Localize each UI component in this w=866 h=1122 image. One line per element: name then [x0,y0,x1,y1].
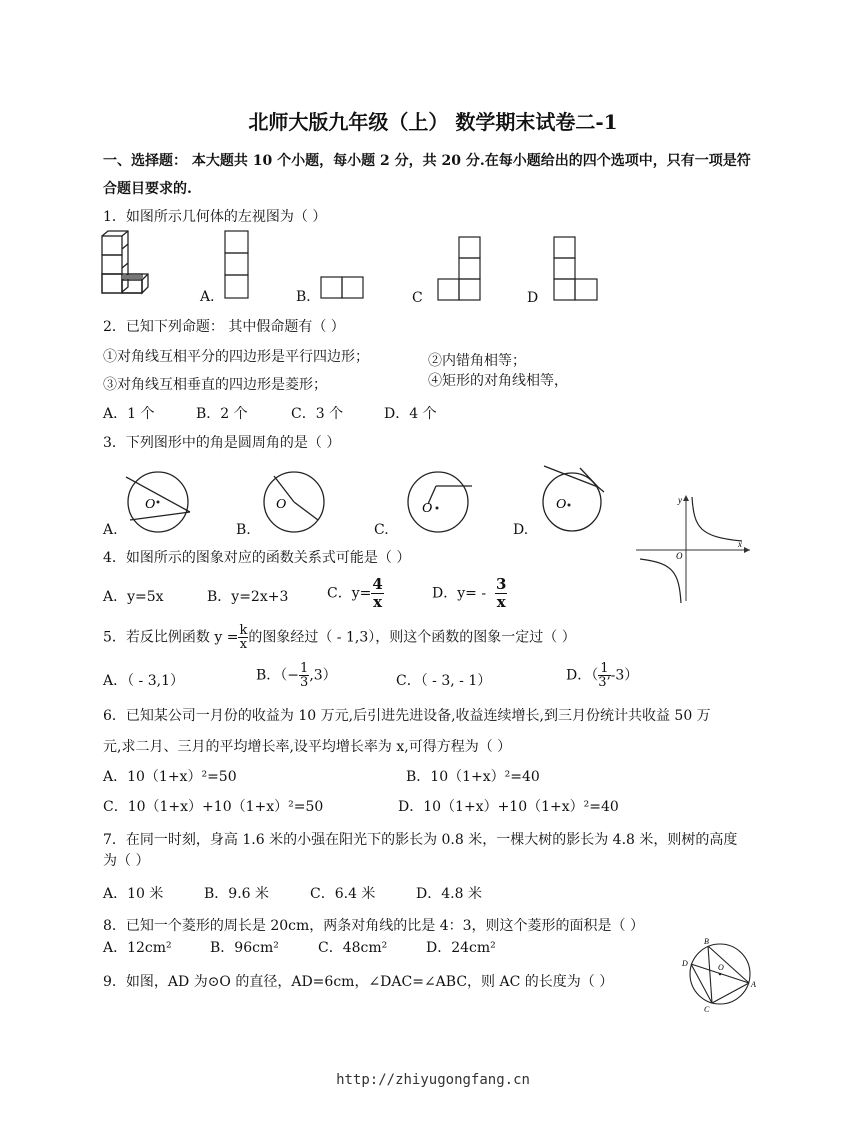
q4-option-c-prefix: C．y= [327,585,372,602]
q6-option-d: D．10（1+x）+10（1+x）²=40 [398,799,619,815]
q4-option-a: A．y=5x [103,589,164,605]
section-heading-line1: 一、选择题： 本大题共 10 个小题，每小题 2 分，共 20 分.在每小题给出的四个选项中，只有一项是符 [103,153,751,169]
q5-option-d-num: 1 [598,662,610,676]
q4-option-d [432,576,507,611]
q4-hyperbola-graph [634,493,754,605]
q4-option-c [327,576,384,611]
q4-option-c-num: 4 [372,575,383,593]
q8-option-d: D．24cm² [426,940,496,956]
q5-option-b-prefix: B．（− [256,667,300,684]
q1-option-d-label: D [527,290,539,306]
q3-b-center-label: O [276,497,287,512]
q2-stem: 2．已知下列命题： 其中假命题有（ ） [103,319,345,335]
q7-option-d: D．4.8 米 [416,886,482,902]
q1-option-b-label: B． [296,289,321,305]
q5-option-b-fraction [299,662,309,689]
q1-option-b-figure [320,276,366,300]
q1-option-c-figure [436,236,484,302]
q3-option-d-figure [534,462,614,542]
q4-graph-x-label: x [738,539,742,549]
q2-option-a: A．1 个 [103,406,155,422]
q7-option-c: C．6.4 米 [310,886,376,902]
q9-stem: 9．如图，AD 为⊙O 的直径，AD=6cm，∠DAC=∠ABC，则 AC 的长度为（ ） [103,974,614,990]
q4-option-c-fraction [371,576,383,611]
q4-graph-origin-label: O [676,551,683,561]
q2-option-c: C．3 个 [291,406,344,422]
q5-option-d [566,662,638,689]
q5-option-b-suffix: ,3） [309,667,337,684]
q2-option-b: B．2 个 [196,406,248,422]
q6-stem-line1: 6．已知某公司一月份的收益为 10 万元,后引进先进设备,收益连续增长,到三月份统计共收益 50 万 [103,708,711,724]
q3-option-a-figure [118,462,198,542]
q2-proposition-1: ①对角线互相平分的四边形是平行四边形； [103,349,369,365]
footer-url: http://zhiyugongfang.cn [336,1072,530,1088]
q8-stem: 8．已知一个菱形的周长是 20cm，两条对角线的比是 4：3，则这个菱形的面积是（ ） [103,918,645,934]
q7-stem-line2: 为（ ） [103,853,150,869]
q5-stem-den: x [239,637,248,652]
q9-label-a: A [751,980,756,989]
q1-option-c-label: C [412,290,423,306]
q7-option-a: A．10 米 [103,886,164,902]
q9-label-d: D [682,959,688,968]
q4-option-d-num: 3 [495,575,507,593]
q5-stem-fraction [238,624,248,651]
q9-circle-figure [680,936,764,1016]
q9-label-o: O [718,963,724,972]
q5-option-b-num: 1 [300,661,309,676]
q5-option-d-suffix: -3） [610,667,639,684]
q4-option-d-fraction [495,576,507,611]
q5-option-b-den: 3 [300,675,309,690]
q1-option-d-figure [553,236,601,302]
q8-option-a: A．12cm² [103,940,172,956]
q6-stem-line2: 元,求二月、三月的平均增长率,设平均增长率为 x,可得方程为（ ） [103,739,512,755]
q3-d-center-label: O [556,497,567,512]
q6-option-c: C．10（1+x）+10（1+x）²=50 [103,799,324,815]
q4-stem: 4．如图所示的图象对应的函数关系式可能是（ ） [103,550,411,566]
q3-option-b-figure [254,462,334,542]
q5-stem [103,624,576,651]
q2-option-d: D．4 个 [384,406,437,422]
q8-option-c: C．48cm² [318,940,388,956]
q4-option-d-den: x [496,593,506,611]
q5-stem-prefix: 5．若反比例函数 y = [103,629,239,646]
q4-option-c-den: x [373,593,383,611]
q5-stem-suffix: 的图象经过（ - 1,3），则这个函数的图象一定过（ ） [248,629,576,646]
q3-stem: 3．下列图形中的角是圆周角的是（ ） [103,435,341,451]
q7-option-b: B．9.6 米 [204,886,270,902]
q5-option-c: C．（ - 3, - 1） [396,673,492,689]
q4-option-b: B．y=2x+3 [207,589,289,605]
q1-option-a-label: A． [200,289,225,305]
q7-stem-line1: 7．在同一时刻，身高 1.6 米的小强在阳光下的影长为 0.8 米，一棵大树的影长为 4.8 米，则树的高度 [103,832,738,848]
q2-proposition-3: ③对角线互相垂直的四边形是菱形； [103,377,327,393]
q3-c-center-label: O [422,501,433,516]
page-title: 北师大版九年级（上） 数学期末试卷二-1 [248,110,618,134]
q8-option-b: B．96cm² [210,940,279,956]
q3-option-c-figure [398,462,478,542]
q3-option-c-label: C. [374,522,389,538]
q2-proposition-4: ④矩形的对角线相等， [428,373,568,389]
q5-option-d-fraction [598,662,610,689]
q1-option-a-figure [224,230,250,300]
q5-option-d-den: 3’ [598,675,611,690]
q3-option-d-label: D. [513,522,529,538]
q5-option-b [256,662,337,689]
q3-option-a-label: A. [103,522,118,538]
q1-solid-figure [100,230,160,302]
q6-option-a: A．10（1+x）²=50 [103,769,237,785]
q9-label-c: C [704,1005,710,1014]
q3-option-b-label: B. [236,522,251,538]
q6-option-b: B．10（1+x）²=40 [406,769,540,785]
q5-option-a: A．（ - 3,1） [103,673,185,689]
q5-stem-num: k [239,623,248,638]
q4-option-d-prefix: D．y= - [432,585,487,602]
section-heading-line2: 合题目要求的. [103,181,192,197]
q9-label-b: B [704,937,709,946]
q1-stem: 1．如图所示几何体的左视图为（ ） [103,209,327,225]
q5-option-d-prefix: D．（ [566,667,599,684]
q2-proposition-2: ②内错角相等； [428,353,526,369]
q3-a-center-label: O [145,497,156,512]
q4-graph-y-label: y [678,495,682,505]
